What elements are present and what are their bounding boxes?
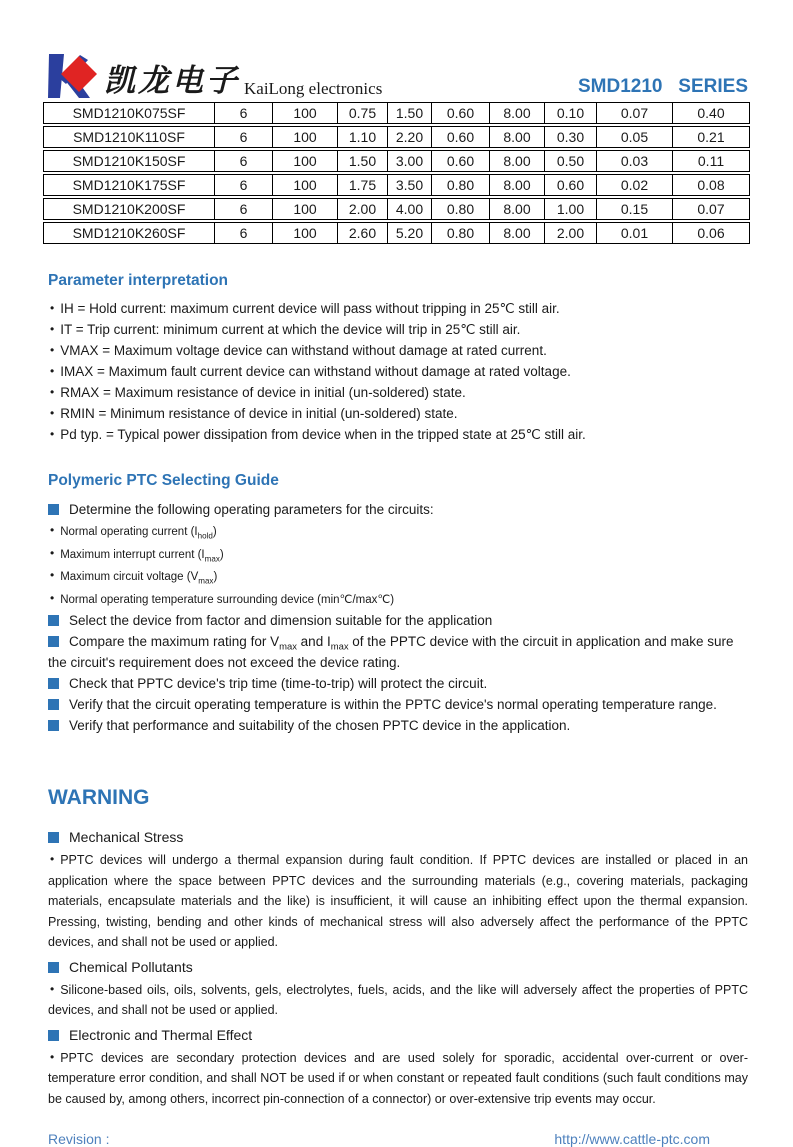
param-bullet [48, 361, 748, 382]
value-cell: 3.50 [388, 174, 432, 196]
value-cell: 6 [215, 126, 273, 148]
guide-item [48, 631, 748, 673]
value-cell: 0.60 [432, 126, 490, 148]
table-row [43, 126, 750, 148]
square-bullet-icon [48, 615, 59, 626]
bullet-dot-icon: • [50, 590, 55, 605]
square-bullet-icon [48, 832, 59, 843]
guide-item [48, 694, 748, 715]
value-cell: 0.07 [673, 198, 750, 220]
value-cell: 4.00 [388, 198, 432, 220]
value-cell: 0.40 [673, 102, 750, 124]
warning-text: Silicone-based oils, oils, solvents, gels, electrolytes, fuels, acids, and the like will adversely affect the properties of PPTC devices, and shall not be used or applied. [48, 982, 748, 1017]
website-link[interactable]: http://www.cattle-ptc.com [554, 1131, 710, 1147]
value-cell: 1.00 [545, 198, 597, 220]
value-cell: 0.10 [545, 102, 597, 124]
value-cell: 100 [273, 126, 338, 148]
section-title-parameter-interpretation: Parameter interpretation [48, 272, 229, 289]
guide-item-text: Maximum circuit voltage $(V_{max})$ [60, 571, 218, 586]
value-cell: 0.50 [545, 150, 597, 172]
guide-item [48, 673, 748, 694]
warning-text: Chemical Pollutants [69, 958, 193, 975]
guide-item [48, 543, 748, 566]
part-number-cell: SMD1210K260SF [43, 222, 215, 244]
guide-item-text: Maximum interrupt current $(I_{max})$ [60, 548, 224, 563]
guide-item-text: Compare the maximum rating for $V_{max}$ and $I_{max}$ of the PPTC device with the circuit in application and make sure the circuit's requirement does not exceed the device rating. [48, 634, 734, 670]
bullet-dot-icon: • [50, 981, 55, 996]
param-bullet-text: Pd typ. = Typical power dissipation from device when in the tripped state at 25℃ still air. [60, 427, 586, 442]
warning-item-list [48, 826, 748, 1109]
param-bullet [48, 403, 748, 424]
square-bullet-icon [48, 962, 59, 973]
bullet-dot-icon: • [50, 523, 55, 537]
kailong-logo-icon [48, 54, 98, 100]
part-number-cell: SMD1210K110SF [43, 126, 215, 148]
param-bullet [48, 382, 748, 403]
value-cell: 6 [215, 222, 273, 244]
value-cell: 0.75 [338, 102, 388, 124]
section-title-warning: WARNING [48, 786, 150, 809]
bullet-dot-icon: • [50, 301, 55, 315]
value-cell: 0.01 [597, 222, 673, 244]
value-cell: 0.60 [432, 102, 490, 124]
param-bullet-text: IH = Hold current: maximum current device will pass without tripping in 25℃ still air. [60, 301, 560, 316]
square-bullet-icon [48, 678, 59, 689]
bullet-dot-icon: • [50, 852, 55, 866]
param-bullet [48, 298, 748, 319]
guide-item [48, 565, 748, 588]
bullet-dot-icon: • [50, 545, 55, 560]
spec-table [43, 100, 750, 246]
value-cell: 0.08 [673, 174, 750, 196]
logo-company-name: KaiLong electronics [244, 79, 383, 98]
guide-item-text: Normal operating temperature surrounding device (min℃/max℃) [60, 593, 395, 606]
value-cell: 8.00 [490, 198, 545, 220]
value-cell: 0.07 [597, 102, 673, 124]
warning-text: PPTC devices will undergo a thermal expansion during fault condition. If PPTC devices are installed or placed in an application where the space between PPTC devices and the surrounding materials (e.g., covering materials, packaging materials, encapsulate materials and the like) is insufficient, it will cause an inhibiting effect upon the thermal expansion. Pressing, twisting, bending and other kinds of mechanical stress will also adversely affect the performance of the PPTC devices, and shall not be used or applied. [48, 853, 748, 949]
param-bullet [48, 424, 748, 445]
value-cell: 1.75 [338, 174, 388, 196]
warning-text: PPTC devices are secondary protection devices and are used solely for sporadic, accidental over-current or over-temperature error condition, and shall NOT be used if or when constant or repeated fault conditions (such fault conditions may be caused by, among others, incorrect pin-connection of a connector) or over-extensive trip events may occur. [48, 1050, 748, 1106]
guide-item [48, 588, 748, 611]
value-cell: 2.00 [545, 222, 597, 244]
bullet-dot-icon: • [50, 385, 55, 399]
bullet-dot-icon: • [50, 427, 55, 441]
warning-paragraph [48, 979, 748, 1021]
part-number-cell: SMD1210K075SF [43, 102, 215, 124]
value-cell: 1.50 [338, 150, 388, 172]
table-row [43, 102, 750, 124]
param-bullet [48, 340, 748, 361]
guide-item-text: Determine the following operating parameters for the circuits: [69, 502, 434, 517]
param-bullet-text: RMIN = Minimum resistance of device in initial (un-soldered) state. [60, 406, 458, 421]
bullet-dot-icon: • [50, 406, 55, 420]
bullet-dot-icon: • [50, 343, 55, 357]
square-bullet-icon [48, 699, 59, 710]
value-cell: 0.03 [597, 150, 673, 172]
value-cell: 6 [215, 150, 273, 172]
spec-table-body [43, 102, 750, 244]
logo-chinese-text: 凯龙电子 [104, 63, 240, 98]
value-cell: 0.80 [432, 198, 490, 220]
value-cell: 100 [273, 198, 338, 220]
value-cell: 1.10 [338, 126, 388, 148]
warning-section [48, 786, 748, 1109]
part-number-cell: SMD1210K150SF [43, 150, 215, 172]
value-cell: 0.11 [673, 150, 750, 172]
table-row [43, 198, 750, 220]
ptc-selecting-guide-section [48, 472, 748, 736]
header [48, 52, 748, 100]
square-bullet-icon [48, 720, 59, 731]
value-cell: 8.00 [490, 150, 545, 172]
value-cell: 3.00 [388, 150, 432, 172]
value-cell: 100 [273, 102, 338, 124]
part-number-cell: SMD1210K200SF [43, 198, 215, 220]
guide-item [48, 610, 748, 631]
warning-paragraph [48, 849, 748, 953]
value-cell: 6 [215, 102, 273, 124]
value-cell: 2.20 [388, 126, 432, 148]
value-cell: 0.06 [673, 222, 750, 244]
value-cell: 1.50 [388, 102, 432, 124]
guide-item-text: Normal operating current $(I_{hold})$ [60, 526, 217, 541]
value-cell: 0.60 [432, 150, 490, 172]
square-bullet-icon [48, 504, 59, 515]
bullet-dot-icon: • [50, 322, 55, 336]
warning-text: Mechanical Stress [69, 829, 184, 845]
guide-item [48, 715, 748, 736]
revision-label: Revision : [48, 1131, 110, 1147]
bullet-dot-icon: • [50, 1049, 55, 1064]
warning-subheading [48, 956, 748, 978]
series-title: SMD1210 SERIES [577, 76, 748, 97]
value-cell: 2.60 [338, 222, 388, 244]
value-cell: 0.80 [432, 174, 490, 196]
param-bullet-text: VMAX = Maximum voltage device can withstand without damage at rated current. [60, 343, 547, 358]
value-cell: 5.20 [388, 222, 432, 244]
value-cell: 0.60 [545, 174, 597, 196]
warning-text: Electronic and Thermal Effect [69, 1026, 253, 1043]
param-bullet-list [48, 298, 748, 445]
value-cell: 100 [273, 222, 338, 244]
value-cell: 100 [273, 150, 338, 172]
square-bullet-icon [48, 636, 59, 647]
parameter-interpretation-section [48, 272, 748, 445]
value-cell: 100 [273, 174, 338, 196]
value-cell: 0.21 [673, 126, 750, 148]
guide-item-text: Check that PPTC device's trip time (time-to-trip) will protect the circuit. [69, 676, 488, 691]
bullet-dot-icon: • [50, 568, 55, 582]
warning-subheading [48, 826, 748, 848]
value-cell: 8.00 [490, 102, 545, 124]
value-cell: 6 [215, 198, 273, 220]
guide-item-list [48, 499, 748, 736]
table-row [43, 174, 750, 196]
guide-item [48, 499, 748, 520]
part-number-cell: SMD1210K175SF [43, 174, 215, 196]
table-row [43, 222, 750, 244]
value-cell: 6 [215, 174, 273, 196]
guide-item [48, 520, 748, 543]
bullet-dot-icon: • [50, 364, 55, 378]
section-title-selecting-guide: Polymeric PTC Selecting Guide [48, 472, 279, 489]
param-bullet-text: IMAX = Maximum fault current device can withstand without damage at rated voltage. [60, 364, 571, 379]
value-cell: 2.00 [338, 198, 388, 220]
value-cell: 0.15 [597, 198, 673, 220]
value-cell: 8.00 [490, 174, 545, 196]
guide-item-text: Verify that performance and suitability of the chosen PPTC device in the application. [69, 718, 571, 733]
value-cell: 0.02 [597, 174, 673, 196]
warning-paragraph [48, 1047, 748, 1110]
table-row [43, 150, 750, 172]
value-cell: 0.80 [432, 222, 490, 244]
square-bullet-icon [48, 1030, 59, 1041]
value-cell: 0.30 [545, 126, 597, 148]
guide-item-text: Select the device from factor and dimension suitable for the application [69, 613, 493, 628]
value-cell: 8.00 [490, 222, 545, 244]
footer [48, 1131, 748, 1147]
warning-subheading [48, 1024, 748, 1046]
value-cell: 0.05 [597, 126, 673, 148]
param-bullet [48, 319, 748, 340]
param-bullet-text: IT = Trip current: minimum current at which the device will trip in 25℃ still air. [60, 322, 521, 337]
value-cell: 8.00 [490, 126, 545, 148]
guide-item-text: Verify that the circuit operating temperature is within the PPTC device's normal operating temperature range. [69, 697, 717, 712]
param-bullet-text: RMAX = Maximum resistance of device in initial (un-soldered) state. [60, 385, 466, 400]
